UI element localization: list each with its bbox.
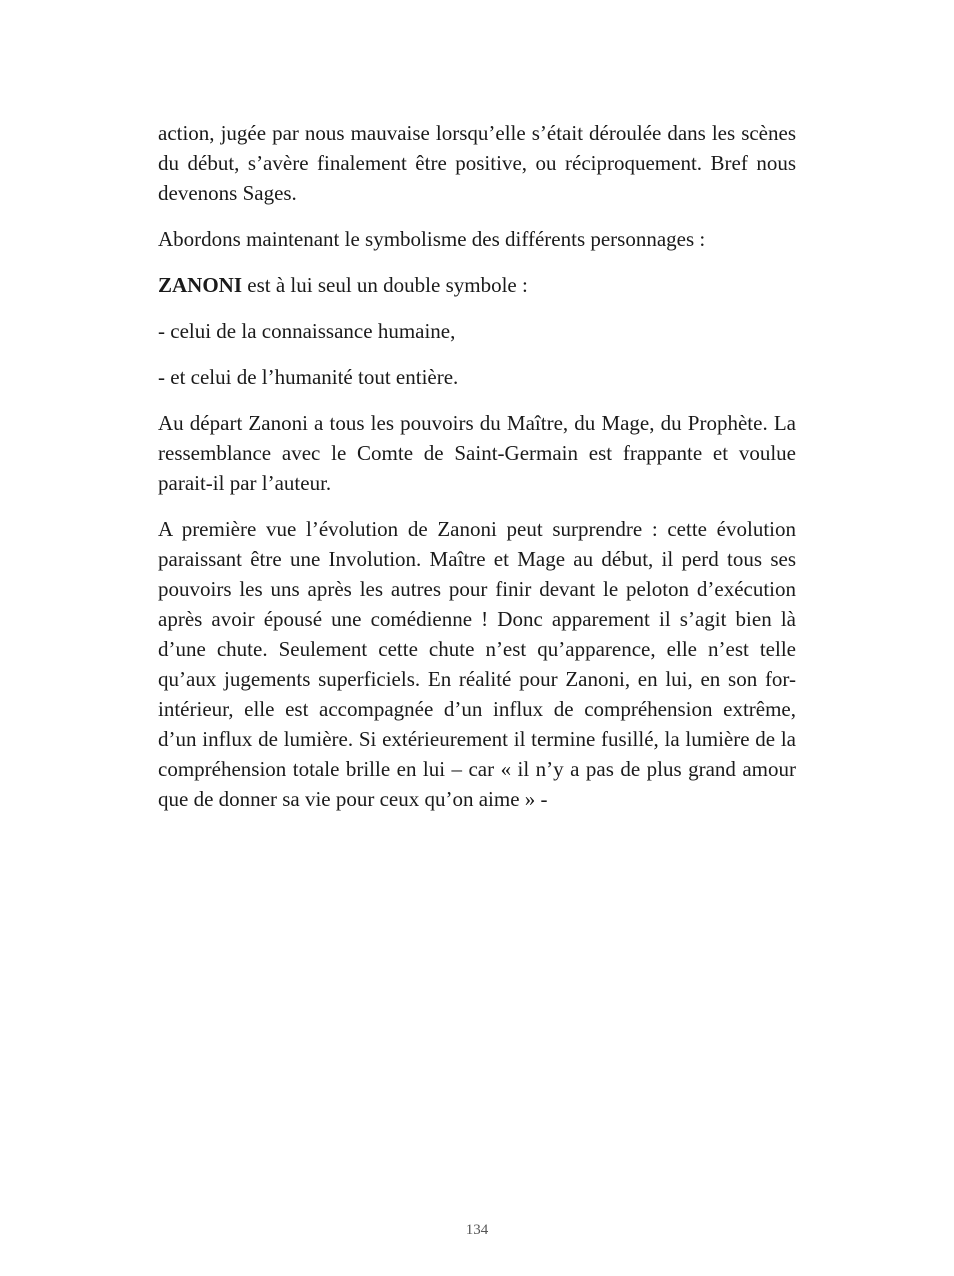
page-body	[158, 118, 796, 830]
paragraph-1: action, jugée par nous mauvaise lorsqu’elle s’était déroulée dans les scènes du début, s’avère finalement être positive, ou réciproquement. Bref nous devenons Sages.	[158, 121, 796, 205]
paragraph-7: A première vue l’évolution de Zanoni peut surprendre : cette évolution paraissant être une Involution. Maître et Mage au début, il perd tous ses pouvoirs les uns après les autres pour finir devant le peloton d’exécution après avoir épousé une comédienne ! Donc apparement il s’agit bien là d’une chute. Seulement cette chute n’est qu’apparence, elle n’est telle qu’aux jugements superficiels. En réalité pour Zanoni, en lui, en son for-intérieur, elle est accompagnée d’un influx de compréhension extrême, d’un influx de lumière. Si extérieurement il termine fusillé, la lumière de la compréhension totale brille en lui – car « il n’y a pas de plus grand amour que de donner sa vie pour ceux qu’on aime » -	[158, 517, 796, 811]
page-number: 134	[465, 1222, 489, 1238]
paragraph-2: Abordons maintenant le symbolisme des différents personnages :	[158, 227, 706, 251]
paragraph-4: - celui de la connaissance humaine,	[158, 319, 456, 343]
zanoni-heading: ZANONI	[158, 273, 243, 297]
paragraph-5: - et celui de l’humanité tout entière.	[158, 365, 459, 389]
paragraph-3-text: est à lui seul un double symbole :	[242, 273, 528, 297]
paragraph-6: Au départ Zanoni a tous les pouvoirs du Maître, du Mage, du Prophète. La ressemblance avec le Comte de Saint-Germain est frappante et voulue parait-il par l’auteur.	[158, 411, 796, 495]
paragraph-3	[158, 270, 796, 300]
